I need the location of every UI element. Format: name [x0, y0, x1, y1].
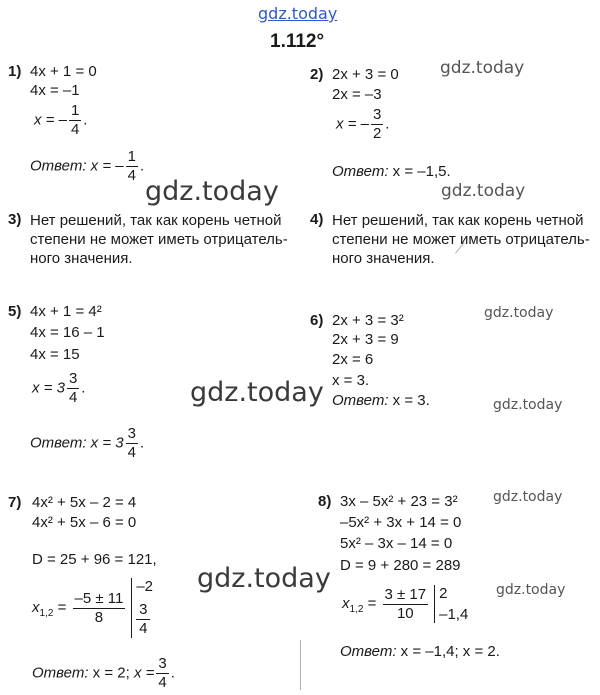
roots-formula — [342, 585, 468, 623]
numerator: 3 — [127, 425, 136, 442]
denominator: 4 — [127, 167, 136, 184]
equation-line: 4x² + 5x – 6 = 0 — [32, 514, 137, 531]
variable: x — [342, 594, 350, 612]
statement-text: Нет решений, так как корень четной степени не может иметь отрицатель-ного значения. — [30, 212, 288, 267]
numerator: 3 ± 17 — [384, 585, 427, 603]
answer-line: Ответ: x = 3 $\frac{3}{4}$ . — [30, 425, 145, 461]
watermark: gdz.today — [197, 563, 331, 594]
fraction — [126, 425, 138, 462]
denominator: 4 — [139, 620, 148, 637]
expression: x = — [133, 664, 155, 682]
watermark: gdz.today — [441, 181, 526, 201]
denominator: 8 — [94, 608, 104, 626]
numerator: 3 — [68, 370, 78, 387]
answer-line — [340, 643, 500, 661]
watermark: gdz.today — [493, 489, 563, 505]
answer-label: Ответ: — [30, 157, 87, 175]
fraction — [67, 370, 79, 407]
equation-line: 4x + 1 = 0 — [30, 63, 97, 80]
numerator: 3 — [136, 601, 150, 620]
numerator: 1 — [127, 148, 136, 165]
answer-label: Ответ: — [332, 163, 389, 180]
watermark: gdz.today — [484, 305, 554, 321]
equation-line: 4x = 15 — [30, 346, 80, 363]
answer-value: x = 3. — [392, 392, 430, 409]
problem-number: 3) — [8, 211, 22, 228]
answer-label: Ответ: — [340, 643, 397, 660]
equation-line: 3x – 5x² + 23 = 3² — [340, 493, 458, 510]
answer-line — [332, 163, 451, 181]
fraction — [126, 148, 138, 185]
fraction — [73, 590, 126, 627]
subscript: 1,2 — [39, 607, 54, 619]
root-value: –1,4 — [439, 606, 469, 623]
root-value: 2 — [439, 585, 448, 602]
expression: x = 3 — [90, 434, 124, 452]
equation-line: 4x = 16 – 1 — [30, 324, 105, 341]
statement-text: Нет решений, так как корень четной степени не может иметь отрицатель-ного значения. — [332, 212, 590, 267]
equation-line: 4x + 1 = 4² — [30, 303, 102, 320]
denominator: 4 — [127, 444, 136, 461]
equation-line: 4x² + 5x – 2 = 4 — [32, 494, 137, 511]
watermark: gdz.today — [493, 397, 563, 413]
roots-bracket — [434, 585, 468, 623]
fraction — [69, 102, 81, 139]
answer-label: Ответ: — [32, 664, 89, 682]
fraction — [156, 655, 168, 692]
answer-value: x = 2; — [92, 664, 130, 682]
equation-line: 2x + 3 = 9 — [332, 331, 399, 348]
numerator: 1 — [70, 102, 80, 119]
problem-number: 8) — [318, 493, 332, 510]
answer-line: Ответ: x = 2; x = $\frac{3}{4}$ . — [32, 655, 175, 691]
expression: x = – — [336, 115, 369, 133]
root-fraction — [136, 601, 153, 638]
equation-line: x = – $\frac{1}{4}$ . — [34, 102, 88, 138]
equation-line: x = 3. — [332, 372, 370, 389]
watermark-top[interactable]: gdz.today — [258, 4, 338, 23]
problem-number: 6) — [310, 312, 324, 329]
denominator: 10 — [396, 604, 414, 622]
equation-line: x = 3 $\frac{3}{4}$ . — [32, 370, 86, 406]
denominator: 2 — [372, 125, 382, 142]
equation-line: D = 25 + 96 = 121, — [32, 551, 157, 568]
equation-line: 4x = –1 — [30, 82, 80, 99]
answer-label: Ответ: — [332, 392, 389, 409]
fraction — [371, 106, 383, 143]
expression: x = – — [34, 111, 67, 129]
numerator: –5 ± 11 — [74, 589, 124, 607]
expression: x = 3 — [32, 379, 65, 397]
denominator: 4 — [158, 674, 167, 691]
answer-value: x = –1,4; x = 2. — [400, 643, 500, 660]
page-title: 1.112° — [270, 31, 325, 52]
equation-line: 2x = –3 — [332, 86, 382, 103]
problem-number: 7) — [8, 494, 22, 511]
answer-value: x = –1,5. — [392, 163, 451, 180]
root-value: –2 — [136, 578, 154, 595]
equals-sign: = — [367, 594, 377, 612]
equation-line: x = – $\frac{3}{2}$ . — [336, 106, 390, 142]
equation-line: –5x² + 3x + 14 = 0 — [340, 514, 462, 531]
problem-number: 1) — [8, 63, 22, 80]
equation-line: 5x² – 3x – 14 = 0 — [340, 535, 453, 552]
watermark: gdz.today — [440, 58, 525, 78]
answer-line: Ответ: x = – $\frac{1}{4}$ . — [30, 148, 145, 184]
expression: x = – — [90, 157, 124, 175]
denominator: 4 — [68, 389, 78, 406]
pencil-mark — [300, 640, 301, 690]
watermark: gdz.today — [190, 377, 324, 408]
fraction — [383, 586, 429, 623]
answer-line — [332, 392, 430, 410]
watermark: gdz.today — [496, 582, 566, 598]
equation-line: D = 9 + 280 = 289 — [340, 557, 461, 574]
equation-line: 2x + 3 = 0 — [332, 66, 399, 83]
numerator: 3 — [158, 655, 167, 672]
equation-line: 2x + 3 = 3² — [332, 312, 404, 329]
problem-number: 4) — [310, 211, 324, 228]
variable: x — [32, 598, 40, 616]
equals-sign: = — [57, 598, 67, 616]
equation-line: 2x = 6 — [332, 351, 374, 368]
answer-label: Ответ: — [30, 434, 87, 452]
subscript: 1,2 — [349, 603, 364, 615]
numerator: 3 — [372, 106, 382, 123]
roots-formula — [32, 578, 153, 638]
problem-number: 2) — [310, 66, 324, 83]
roots-bracket — [131, 578, 153, 638]
watermark: gdz.today — [145, 176, 279, 207]
denominator: 4 — [70, 121, 80, 138]
problem-number: 5) — [8, 303, 22, 320]
